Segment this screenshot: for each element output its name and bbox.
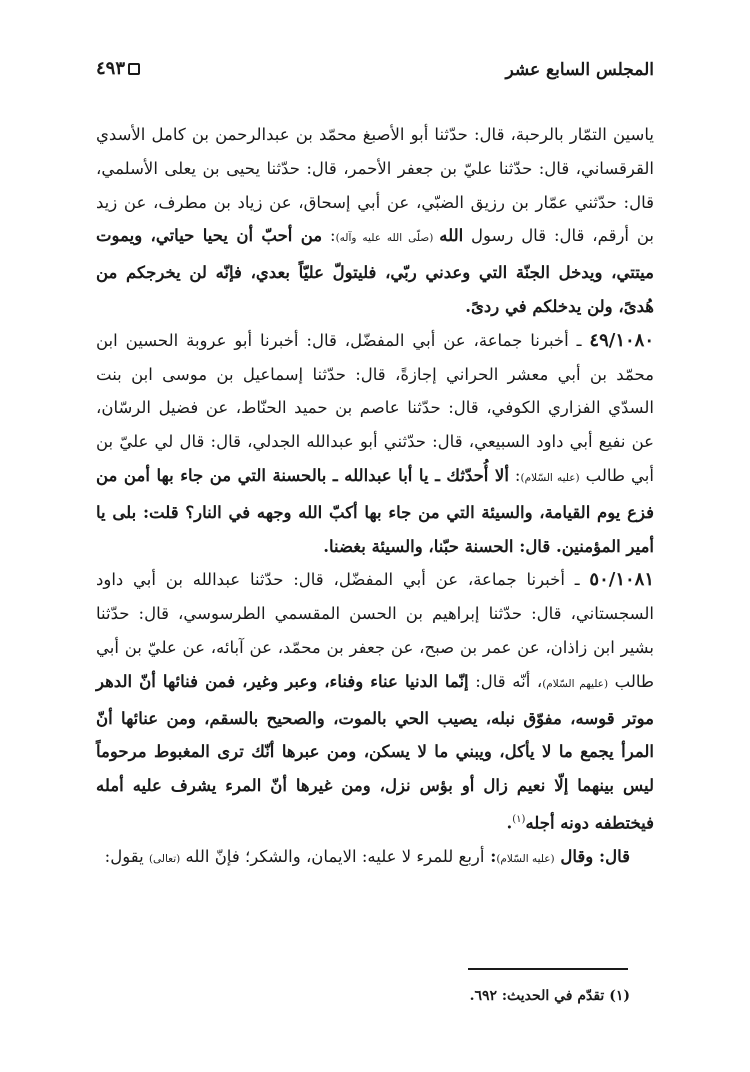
paragraph xyxy=(96,118,654,324)
text-segment: ، أنّه قال: xyxy=(468,671,543,691)
text-segment: إنّما الدنيا عناء وفناء، وعبر وغير، فمن فنائها أنّ الدهر موتر قوسه، مفوّق نبله، يصيب الحي بالموت، والصحيح بالسقم، ومن عنائها أنّ المرأ يجمع ما لا يأكل، ويبني ما لا يسكن، ومن عبرها أنّك ترى المغبوط مرحوماً ليس بينهما إلّا نعيم زال أو بؤس نزل، ومن غيرها أنّ المرء يشرف عليه أمله فيختطفه دونه أجله xyxy=(96,671,654,833)
text-segment: من أحبّ أن يحيا حياتي، ويموت ميتتي، ويدخل الجنّة التي وعدني ربّي، فليتولّ عليّاً بعدي، فإنّه لن يخرجكم من هُدىً، ولن يدخلكم في ردىً. xyxy=(96,226,654,316)
text-segment: : xyxy=(508,465,521,485)
honorific: (تعالى) xyxy=(148,853,181,866)
hadith-number: ٥٠/١٠٨١ xyxy=(589,569,654,591)
body-text xyxy=(96,118,654,877)
honorific: (عليهم السّلام) xyxy=(542,677,609,690)
text-segment: الله xyxy=(439,226,464,246)
page-number: ٤٩٣ xyxy=(96,58,126,79)
paragraph xyxy=(96,563,654,840)
text-segment: : xyxy=(322,226,336,246)
footnote: (١) تقدّم في الحديث: ٦٩٢. xyxy=(469,988,630,1004)
text-segment: ياسين التمّار بالرحبة، قال: حدّثنا أبو الأصبغ محمّد بن عبدالرحمن بن كامل الأسدي القرقساني، قال: حدّثنا عليّ بن جعفر الأحمر، قال: حدّثنا يحيى بن يعلى الأسلمي، قال: حدّثني عمّار بن رزيق الضبّي، عن أبي إسحاق، عن زياد بن مطرف، عن زيد بن أرقم، قال: قال رسول xyxy=(96,125,655,246)
square-icon xyxy=(128,63,140,75)
page-header xyxy=(96,54,654,94)
text-segment: ـ أخبرنا جماعة، عن أبي المفضّل، قال: حدّثنا عبدالله بن أبي داود السجستاني، قال: حدّثنا إبراهيم بن الحسن المقسمي الطرسوسي، قال: حدّثنا بشير ابن زاذان، عن عمر بن صبح، عن جعفر بن محمّد، عن آبائه، عن عليّ بن أبي طالب xyxy=(96,570,655,691)
text-segment: يقول: xyxy=(104,847,149,867)
page-number-block xyxy=(96,58,140,79)
honorific: (صلّى الله عليه وآله) xyxy=(335,232,440,245)
footnote-ref: (١) xyxy=(512,813,526,825)
text-segment: أربع للمرء لا عليه: الايمان، والشكر؛ فإنّ الله xyxy=(180,847,485,867)
text-segment: . xyxy=(506,813,513,833)
text-segment: ـ أخبرنا جماعة، عن أبي المفضّل، قال: أخبرنا أبو عروبة الحسين ابن محمّد بن أبي معشر الحراني إجازةً، قال: حدّثنا إسماعيل بن موسى ابن بنت السدّي الفزاري الكوفي، قال: حدّثنا عاصم بن حميد الحنّاط، عن فضيل الرسّان، عن نفيع أبي داود السبيعي، قال: حدّثني أبو عبدالله الجدلي، قال: قال لي عليّ بن أبي طالب xyxy=(96,330,654,485)
footnote-divider xyxy=(468,968,628,970)
paragraph xyxy=(96,840,654,877)
paragraph xyxy=(96,324,654,564)
running-title: المجلس السابع عشر xyxy=(505,60,654,80)
text-segment: : xyxy=(484,847,497,867)
text-segment: قال: وقال xyxy=(554,847,630,867)
honorific: (عليه السّلام) xyxy=(520,471,580,484)
text-segment: ألا أُحدّثك ـ يا أبا عبدالله ـ بالحسنة التي من جاء بها أمن من فزع يوم القيامة، والسيئة التي من جاء بها أكبّ الله وجهه في النار؟ قلت: بلى يا أمير المؤمنين. قال: الحسنة حبّنا، والسيئة بغضنا. xyxy=(96,465,654,556)
honorific: (عليه السّلام) xyxy=(496,853,555,866)
hadith-number: ٤٩/١٠٨٠ xyxy=(589,329,654,351)
